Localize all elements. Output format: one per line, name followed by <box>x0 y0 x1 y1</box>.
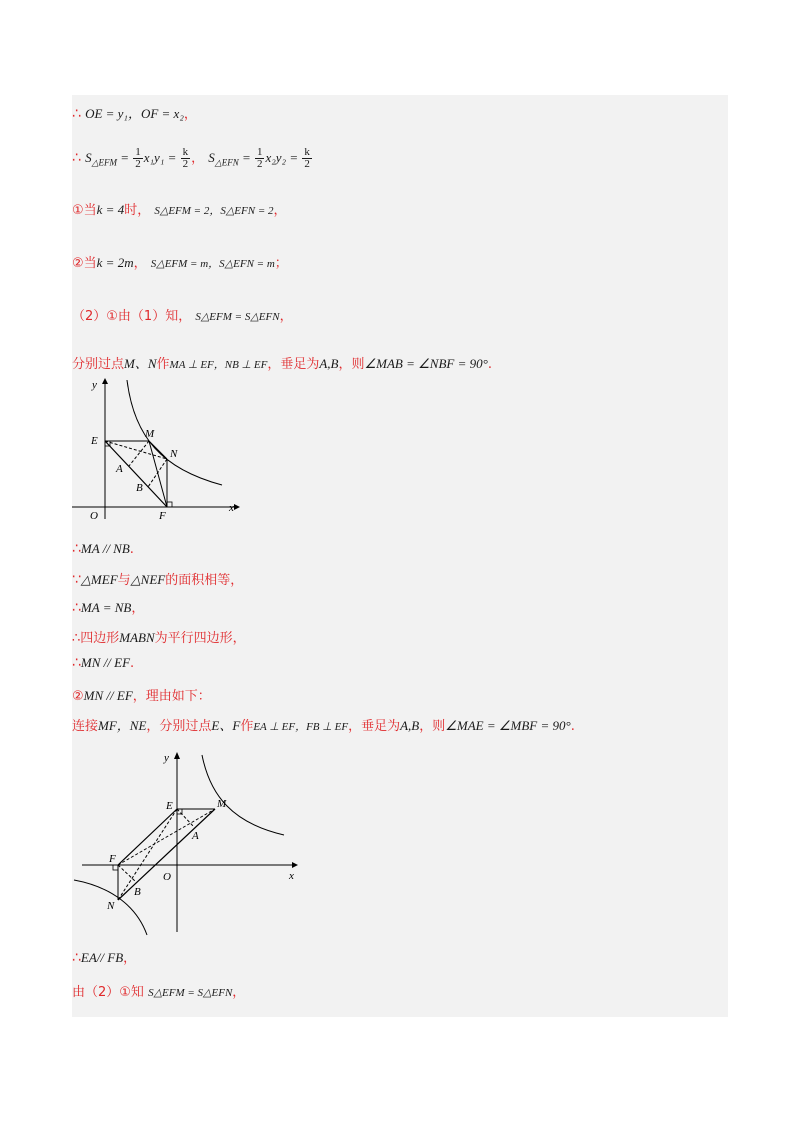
label-n: N <box>107 900 115 912</box>
area-symbol: S <box>85 150 92 165</box>
segment-mf <box>118 809 215 865</box>
punctuation: ， <box>273 203 287 218</box>
line-perpendiculars-2 <box>72 715 575 734</box>
math-expression: EA// FB <box>80 950 124 965</box>
text: ，则 <box>338 357 365 372</box>
text: 作 <box>240 719 254 734</box>
punctuation: ， <box>279 309 293 324</box>
y-axis-arrow <box>102 378 108 384</box>
text: ，垂足为 <box>348 719 401 734</box>
text: ，分别过点 <box>146 719 212 734</box>
hyperbola-curve-upper <box>202 755 284 835</box>
segment-ea <box>177 809 194 827</box>
figure-1-diagram <box>72 377 242 527</box>
segment-ef <box>118 809 177 865</box>
math-expression: M、N <box>124 356 157 371</box>
segment-fb <box>118 865 136 882</box>
label-x: x <box>289 870 294 882</box>
fraction: $\frac{1}{2}$ <box>256 146 263 170</box>
punctuation: . <box>570 719 575 734</box>
segment-nb <box>148 459 167 487</box>
text: 时， <box>124 203 151 218</box>
text: 为平行四边形， <box>154 631 246 646</box>
label-b: B <box>134 886 141 898</box>
fraction: $\frac{k}{2}$ <box>182 146 189 170</box>
math-expression: MABN <box>119 630 155 645</box>
text: 作 <box>156 357 170 372</box>
right-angle-mark <box>113 865 118 870</box>
line-parallelogram <box>72 627 246 646</box>
math-expression: MN // EF <box>80 655 131 670</box>
punctuation: . <box>129 542 134 557</box>
label-y: y <box>164 752 169 764</box>
punctuation: ， <box>183 107 197 122</box>
math-product: x₂y₂ = <box>265 150 302 165</box>
label-f: F <box>159 510 166 522</box>
math-expression: ∠MAE = ∠MBF = 90° <box>445 718 571 733</box>
fraction: $\frac{1}{2}$ <box>135 146 141 170</box>
y-axis-arrow <box>174 752 180 759</box>
math-expression: A,B <box>400 718 420 733</box>
text: ， <box>133 256 147 271</box>
punctuation: ， <box>191 151 205 166</box>
solution-panel <box>72 95 728 1017</box>
label-m: M <box>217 798 227 810</box>
punctuation: ， <box>232 985 246 1000</box>
line-equal-areas <box>72 569 243 588</box>
label-a: A <box>192 830 199 842</box>
label-a: A <box>116 463 123 475</box>
label-x: x <box>229 502 234 514</box>
area-symbol: S <box>208 150 215 165</box>
x-axis-arrow <box>292 862 298 868</box>
therefore-symbol: ∴ <box>72 150 81 166</box>
line-part2-start <box>72 305 293 324</box>
label-y: y <box>92 379 97 391</box>
text: 与 <box>117 573 131 588</box>
area-subscript: △EFN <box>214 157 239 168</box>
therefore-symbol: ∴ <box>72 950 81 966</box>
figure-2-diagram <box>72 747 304 937</box>
therefore-symbol: ∴ <box>72 106 81 122</box>
case-label: ② <box>72 689 84 704</box>
label-e: E <box>166 800 173 812</box>
therefore-symbol: ∴ <box>72 600 81 616</box>
line-ma-parallel-nb <box>72 541 134 557</box>
math-expression: EA ⊥ EF，FB ⊥ EF <box>253 721 349 733</box>
equals: = <box>116 150 133 165</box>
math-expression: A,B <box>319 356 339 371</box>
math-expression: MA ⊥ EF，NB ⊥ EF <box>169 359 268 371</box>
math-expression: △NEF <box>130 572 166 587</box>
text: 分别过点 <box>72 357 125 372</box>
text: ，则 <box>419 719 446 734</box>
math-expression: △MEF <box>80 572 118 587</box>
line-mn-parallel-ef <box>72 655 134 671</box>
therefore-symbol: ∴ <box>72 541 81 557</box>
line-oe-of <box>72 103 197 122</box>
fraction: $\frac{k}{2}$ <box>304 146 310 170</box>
math-expression: S△EFM = m，S△EFN = m <box>150 258 275 270</box>
equals: = <box>238 150 254 165</box>
label-o: O <box>90 510 98 522</box>
therefore-symbol: ∴ <box>72 655 81 671</box>
label-o: O <box>163 871 171 883</box>
case-label: ①当 <box>72 203 97 218</box>
line-from-part2 <box>72 981 245 1000</box>
math-expression: S△EFM = S△EFN <box>195 311 280 323</box>
text: 由（2）①知 <box>72 985 144 1000</box>
math-expression: OE = y₁，OF = x₂ <box>85 106 184 121</box>
punctuation: ， <box>123 951 137 966</box>
math-expression: MF，NE <box>98 718 147 733</box>
right-angle-mark <box>167 502 172 507</box>
line-ma-equals-nb <box>72 597 144 616</box>
punctuation: . <box>130 656 135 671</box>
math-expression: MA = NB <box>80 600 132 615</box>
segment-mn <box>118 809 215 900</box>
text: ∴四边形 <box>72 631 120 646</box>
label-n: N <box>170 448 178 460</box>
text: ，垂足为 <box>267 357 320 372</box>
math-expression: ∠MAB = ∠NBF = 90° <box>364 356 488 371</box>
label-f: F <box>109 853 116 865</box>
area-subscript: △EFM <box>91 157 117 168</box>
math-product: x₁y₁ = <box>143 150 180 165</box>
math-expression: MN // EF <box>83 688 133 703</box>
because-symbol: ∵ <box>72 572 81 588</box>
text: 连接 <box>72 719 99 734</box>
line-perpendiculars-1 <box>72 353 492 372</box>
line-ea-parallel-fb <box>72 947 136 966</box>
punctuation: ， <box>131 601 145 616</box>
math-expression: S△EFM = S△EFN <box>148 987 233 999</box>
punctuation: . <box>487 357 492 372</box>
math-expression: E、F <box>211 718 241 733</box>
punctuation: ； <box>274 256 288 271</box>
text: 的面积相等， <box>165 573 244 588</box>
line-case-k2m <box>72 252 288 271</box>
text: （2）①由（1）知， <box>72 309 192 324</box>
case-label: ②当 <box>72 256 97 271</box>
label-b: B <box>136 482 143 494</box>
math-expression: S△EFM = 2，S△EFN = 2 <box>154 205 274 217</box>
hyperbola-curve <box>127 380 222 485</box>
x-axis-arrow <box>234 504 240 510</box>
segment-ma <box>129 441 149 466</box>
line-part2-case2 <box>72 685 211 704</box>
math-expression: k = 2m <box>96 255 134 270</box>
text: ，理由如下： <box>132 689 211 704</box>
math-expression: MA // NB <box>80 541 130 556</box>
label-e: E <box>91 435 98 447</box>
line-area-formulas <box>72 147 313 170</box>
label-m: M <box>145 428 155 440</box>
math-expression: k = 4 <box>96 202 125 217</box>
segment-ne <box>118 809 177 900</box>
line-case-k4 <box>72 199 287 218</box>
